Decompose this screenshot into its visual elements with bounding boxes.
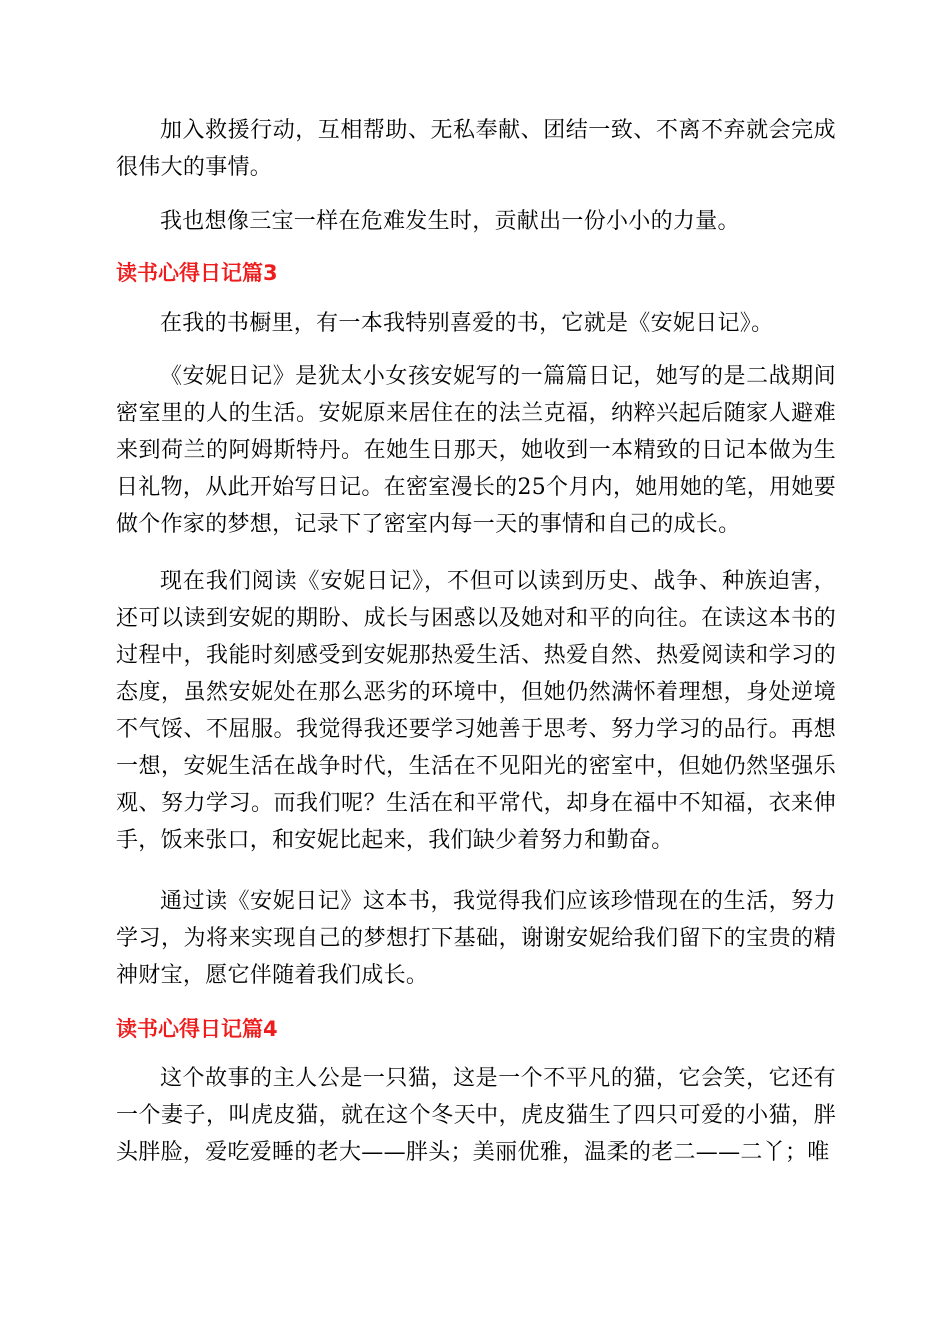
section-heading: 读书心得日记篇3 — [116, 261, 278, 285]
paragraph: 我也想像三宝一样在危难发生时，贡献出一份小小的力量。 — [160, 209, 740, 234]
paragraph: 加入救援行动，互相帮助、无私奉献、团结一致、不离不弃就会完成很伟大的事情。 — [116, 118, 836, 180]
paragraph: 《安妮日记》是犹太小女孩安妮写的一篇篇日记，她写的是二战期间密室里的人的生活。安妮原来居住在的法兰克福，纳粹兴起后随家人避难来到荷兰的阿姆斯特丹。在她生日那天，她收到一本精致的日记本做为生日礼物，从此开始写日记。在密室漫长的25个月内，她用她的笔，用她要做个作家的梦想，记录下了密室内每一天的事情和自己的成长。 — [116, 364, 836, 537]
paragraph: 现在我们阅读《安妮日记》，不但可以读到历史、战争、种族迫害，还可以读到安妮的期盼、成长与困惑以及她对和平的向往。在读这本书的过程中，我能时刻感受到安妮那热爱生活、热爱自然、热爱阅读和学习的态度，虽然安妮处在那么恶劣的环境中，但她仍然满怀着理想，身处逆境不气馁、不屈服。我觉得我还要学习她善于思考、努力学习的品行。再想一想，安妮生活在战争时代，生活在不见阳光的密室中，但她仍然坚强乐观、努力学习。而我们呢？生活在和平常代，却身在福中不知福，衣来伸手，饭来张口，和安妮比起来，我们缺少着努力和勤奋。 — [116, 569, 836, 853]
paragraph: 这个故事的主人公是一只猫，这是一个不平凡的猫，它会笑，它还有一个妻子，叫虎皮猫，就在这个冬天中，虎皮猫生了四只可爱的小猫，胖头胖脸，爱吃爱睡的老大——胖头；美丽优雅，温柔的老二——二丫；唯 — [116, 1066, 836, 1165]
section-heading: 读书心得日记篇4 — [116, 1017, 278, 1041]
paragraph: 在我的书橱里，有一本我特别喜爱的书，它就是《安妮日记》。 — [160, 311, 774, 336]
paragraph: 通过读《安妮日记》这本书，我觉得我们应该珍惜现在的生活，努力学习，为将来实现自己的梦想打下基础，谢谢安妮给我们留下的宝贵的精神财宝，愿它伴随着我们成长。 — [116, 889, 836, 988]
